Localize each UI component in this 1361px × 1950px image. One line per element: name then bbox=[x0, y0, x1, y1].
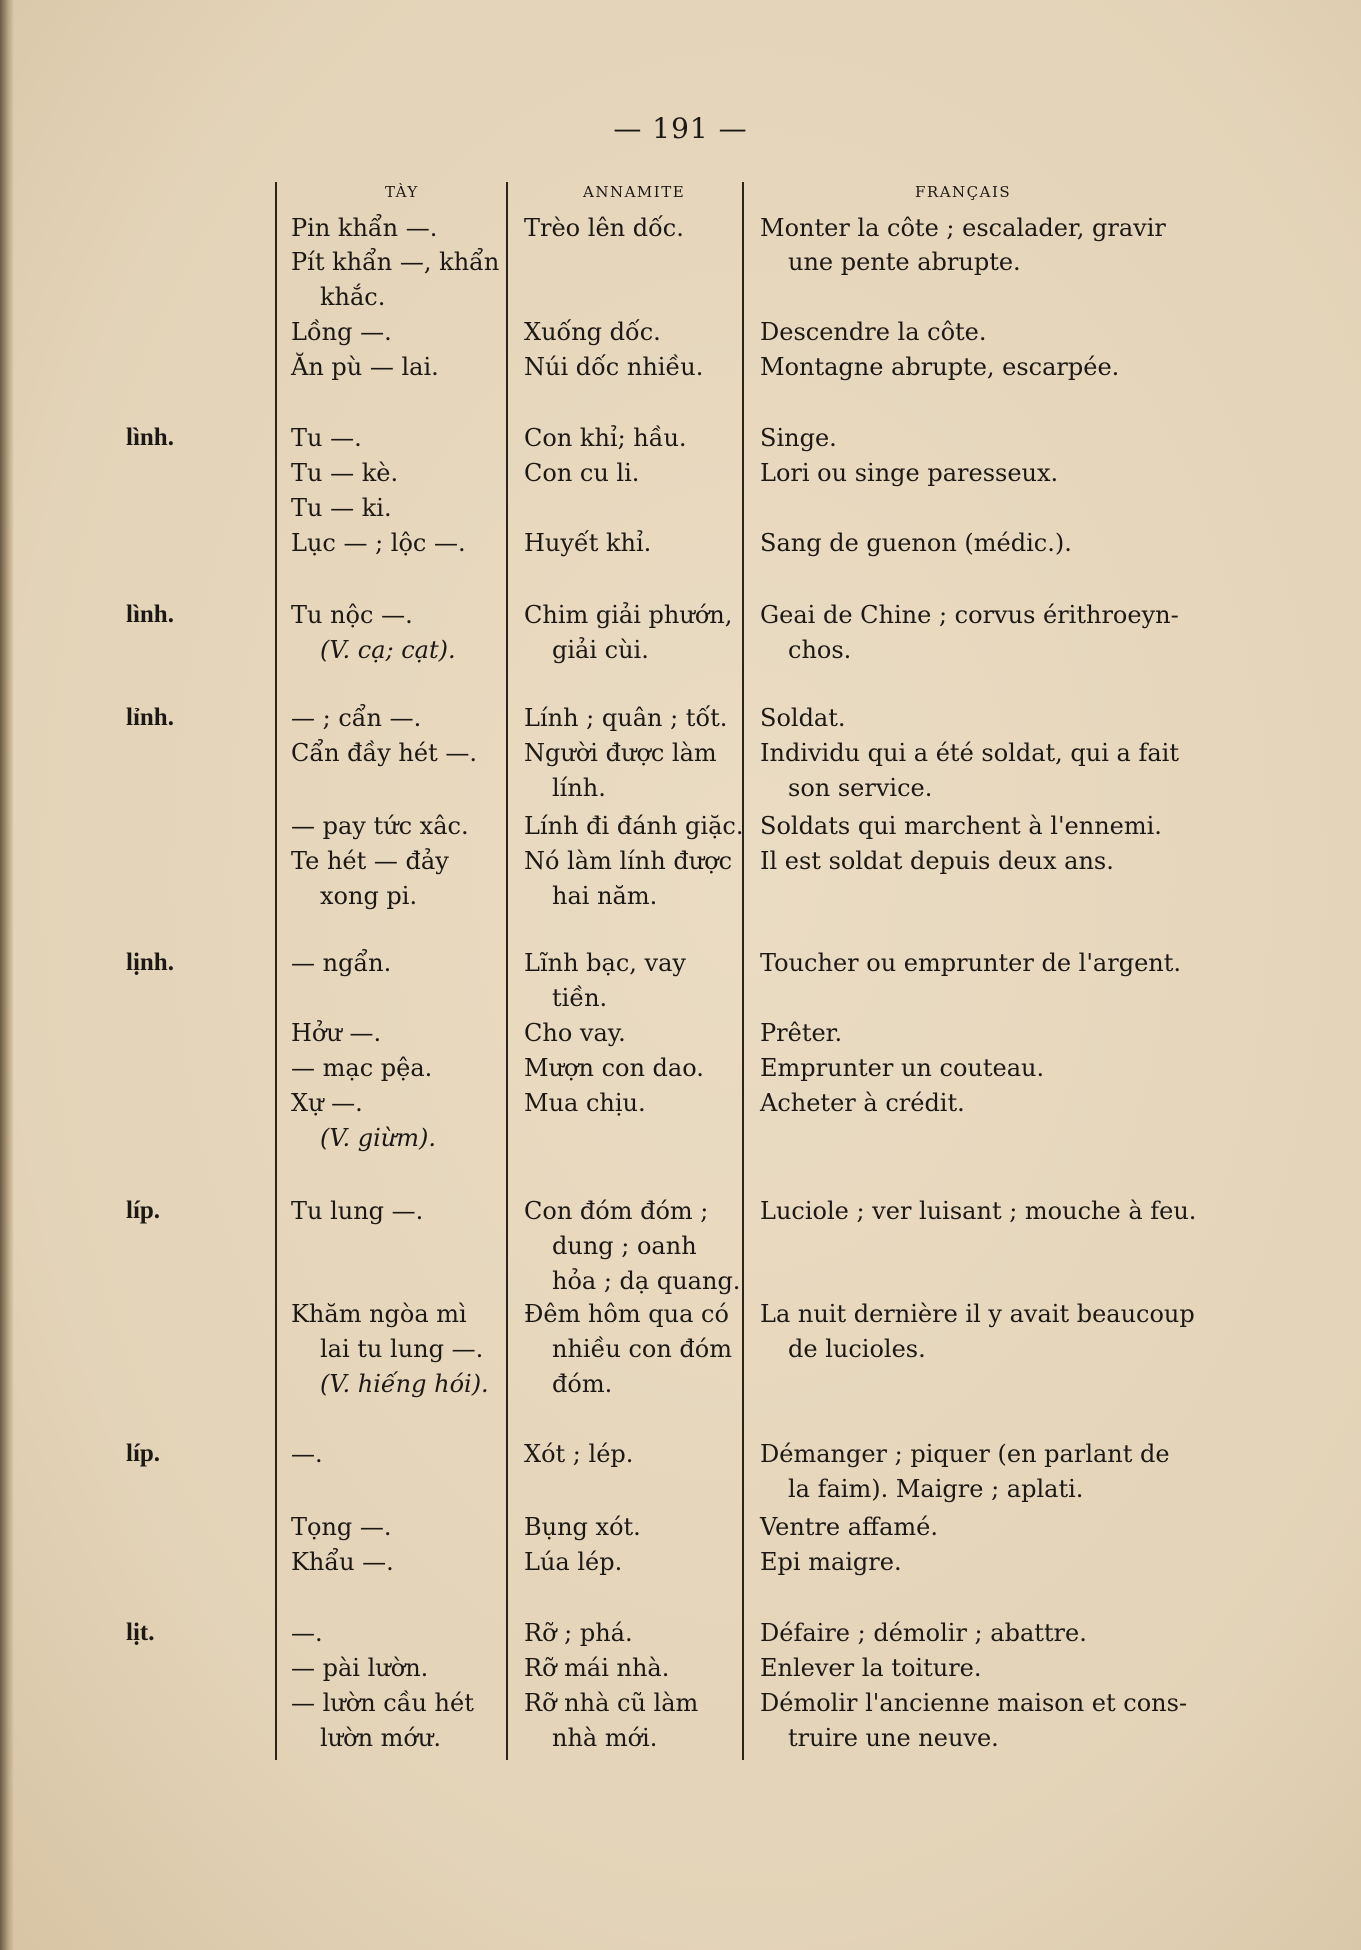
annamite-line: Chim giải phướn, bbox=[524, 601, 733, 629]
tay-line: Tu lung —. bbox=[291, 1197, 424, 1225]
annamite-line: Trèo lên dốc. bbox=[524, 214, 684, 242]
header-annamite: ANNAMITE bbox=[583, 183, 686, 201]
francais-line: Individu qui a été soldat, qui a fait bbox=[760, 739, 1179, 767]
annamite-line: Rỡ mái nhà. bbox=[524, 1654, 670, 1682]
tay-line: (V. giừm). bbox=[320, 1124, 437, 1152]
headword: líp. bbox=[126, 1440, 161, 1467]
tay-line: Xự —. bbox=[291, 1089, 363, 1117]
tay-line: xong pi. bbox=[320, 882, 418, 910]
tay-line: Ăn pù — lai. bbox=[291, 353, 439, 381]
tay-line: — mạc pệa. bbox=[291, 1054, 433, 1082]
francais-line: truire une neuve. bbox=[788, 1724, 999, 1752]
column-divider-left bbox=[275, 182, 277, 1760]
francais-line: Monter la côte ; escalader, gravir bbox=[760, 214, 1166, 242]
tay-line: (V. cạ; cạt). bbox=[320, 636, 456, 664]
tay-line: Lồng —. bbox=[291, 318, 392, 346]
francais-line: La nuit dernière il y avait beaucoup bbox=[760, 1300, 1195, 1328]
francais-line: Epi maigre. bbox=[760, 1548, 902, 1576]
tay-line: Te hét — đảy bbox=[291, 847, 449, 875]
francais-line: Démanger ; piquer (en parlant de bbox=[760, 1440, 1170, 1468]
headword: lịt. bbox=[126, 1619, 155, 1646]
annamite-line: dung ; oanh bbox=[552, 1232, 697, 1260]
francais-line: Singe. bbox=[760, 424, 837, 452]
tay-line: Hởư —. bbox=[291, 1019, 382, 1047]
header-tay: TÀY bbox=[385, 183, 419, 201]
francais-line: Prêter. bbox=[760, 1019, 843, 1047]
annamite-line: giải cùi. bbox=[552, 636, 649, 664]
headword: lình. bbox=[126, 601, 174, 628]
tay-line: — pay tức xâc. bbox=[291, 812, 469, 840]
tay-line: Khẩu —. bbox=[291, 1548, 394, 1576]
francais-line: Ventre affamé. bbox=[760, 1513, 938, 1541]
francais-line: Emprunter un couteau. bbox=[760, 1054, 1045, 1082]
annamite-line: Rỡ nhà cũ làm bbox=[524, 1689, 699, 1717]
francais-line: Démolir l'ancienne maison et cons- bbox=[760, 1689, 1188, 1717]
annamite-line: nhà mới. bbox=[552, 1724, 658, 1752]
tay-line: Khăm ngòa mì bbox=[291, 1300, 467, 1328]
tay-line: Pít khẩn —, khẩn bbox=[291, 248, 500, 276]
francais-line: Geai de Chine ; corvus érithroeyn- bbox=[760, 601, 1179, 629]
francais-line: Acheter à crédit. bbox=[760, 1089, 965, 1117]
column-divider-right bbox=[742, 182, 744, 1760]
tay-line: khắc. bbox=[320, 283, 386, 311]
tay-line: —. bbox=[291, 1619, 323, 1647]
annamite-line: Lúa lép. bbox=[524, 1548, 623, 1576]
annamite-line: Rỡ ; phá. bbox=[524, 1619, 633, 1647]
annamite-line: Con đóm đóm ; bbox=[524, 1197, 709, 1225]
annamite-line: Mượn con dao. bbox=[524, 1054, 704, 1082]
francais-line: Montagne abrupte, escarpée. bbox=[760, 353, 1120, 381]
annamite-line: hỏa ; dạ quang. bbox=[552, 1267, 741, 1295]
annamite-line: Cho vay. bbox=[524, 1019, 626, 1047]
tay-line: — lườn cầu hét bbox=[291, 1689, 474, 1717]
francais-line: Luciole ; ver luisant ; mouche à feu. bbox=[760, 1197, 1197, 1225]
annamite-line: Nó làm lính được bbox=[524, 847, 733, 875]
francais-line: Soldat. bbox=[760, 704, 846, 732]
column-divider-middle bbox=[506, 182, 508, 1760]
tay-line: Tu nộc —. bbox=[291, 601, 413, 629]
headword: líp. bbox=[126, 1197, 161, 1224]
francais-line: Descendre la côte. bbox=[760, 318, 987, 346]
tay-line: lườn mớư. bbox=[320, 1724, 441, 1752]
annamite-line: Lính đi đánh giặc. bbox=[524, 812, 744, 840]
francais-line: Toucher ou emprunter de l'argent. bbox=[760, 949, 1181, 977]
tay-line: Tu —. bbox=[291, 424, 362, 452]
header-francais: FRANÇAIS bbox=[915, 183, 1012, 201]
tay-line: (V. hiếng hói). bbox=[320, 1370, 489, 1398]
annamite-line: Núi dốc nhiều. bbox=[524, 353, 704, 381]
annamite-line: Xuống dốc. bbox=[524, 318, 661, 346]
francais-line: son service. bbox=[788, 774, 933, 802]
tay-line: lai tu lung —. bbox=[320, 1335, 484, 1363]
annamite-line: Mua chịu. bbox=[524, 1089, 646, 1117]
tay-line: — pài lườn. bbox=[291, 1654, 429, 1682]
tay-line: Tu — ki. bbox=[291, 494, 392, 522]
tay-line: Pin khẩn —. bbox=[291, 214, 438, 242]
francais-line: Soldats qui marchent à l'ennemi. bbox=[760, 812, 1162, 840]
tay-line: Cẩn đầy hét —. bbox=[291, 739, 477, 767]
tay-line: Tu — kè. bbox=[291, 459, 399, 487]
headword: lỉnh. bbox=[126, 704, 174, 731]
francais-line: chos. bbox=[788, 636, 852, 664]
headword: lịnh. bbox=[126, 949, 174, 976]
annamite-line: Xót ; lép. bbox=[524, 1440, 634, 1468]
tay-line: — ngẩn. bbox=[291, 949, 392, 977]
annamite-line: Bụng xót. bbox=[524, 1513, 641, 1541]
tay-line: — ; cẩn —. bbox=[291, 704, 422, 732]
tay-line: Lục — ; lộc —. bbox=[291, 529, 466, 557]
annamite-line: Lính ; quân ; tốt. bbox=[524, 704, 728, 732]
book-spine-shadow bbox=[0, 0, 14, 1950]
annamite-line: Huyết khỉ. bbox=[524, 529, 652, 557]
francais-line: Il est soldat depuis deux ans. bbox=[760, 847, 1114, 875]
francais-line: Enlever la toiture. bbox=[760, 1654, 982, 1682]
annamite-line: Con khỉ; hầu. bbox=[524, 424, 687, 452]
annamite-line: Người được làm bbox=[524, 739, 717, 767]
annamite-line: Đêm hôm qua có bbox=[524, 1300, 729, 1328]
francais-line: de lucioles. bbox=[788, 1335, 926, 1363]
page-number: — 191 — bbox=[613, 112, 748, 145]
headword: lình. bbox=[126, 424, 174, 451]
tay-line: —. bbox=[291, 1440, 323, 1468]
annamite-line: Con cu li. bbox=[524, 459, 640, 487]
francais-line: Sang de guenon (médic.). bbox=[760, 529, 1072, 557]
annamite-line: tiền. bbox=[552, 984, 608, 1012]
francais-line: Lori ou singe paresseux. bbox=[760, 459, 1059, 487]
francais-line: Défaire ; démolir ; abattre. bbox=[760, 1619, 1087, 1647]
tay-line: Tọng —. bbox=[291, 1513, 392, 1541]
francais-line: une pente abrupte. bbox=[788, 248, 1021, 276]
annamite-line: Lĩnh bạc, vay bbox=[524, 949, 686, 977]
annamite-line: đóm. bbox=[552, 1370, 613, 1398]
annamite-line: lính. bbox=[552, 774, 606, 802]
francais-line: la faim). Maigre ; aplati. bbox=[788, 1475, 1084, 1503]
annamite-line: hai năm. bbox=[552, 882, 658, 910]
annamite-line: nhiều con đóm bbox=[552, 1335, 732, 1363]
